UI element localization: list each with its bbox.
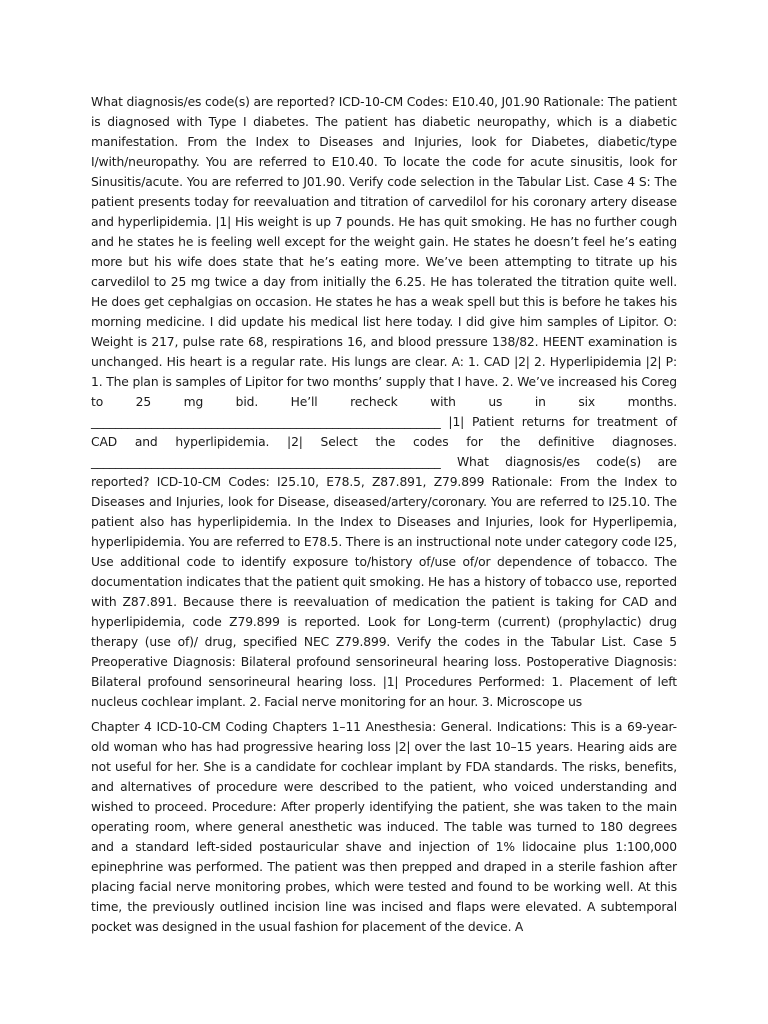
paragraph-case-4-and-5: What diagnosis/es code(s) are reported? ICD-10-CM Codes: E10.40, J01.90 Rationale: The patient is diagnosed with Type I diabetes. The patient has diabetic neuropathy, which is a diabetic manifestation. From the Index to Diseases and Injuries, look for Diabetes, diabetic/type I/with/neuropathy. You are referred to E10.40. To locate the code for acute sinusitis, look for Sinusitis/acute. You are referred to J01.90. Verify code selection in the Tabular List. Case 4 S: The patient presents today for reevaluation and titration of carvedilol for his coronary artery disease and hyperlipidemia. |1| His weight is up 7 pounds. He has quit smoking. He has no further cough and he states he is feeling well except for the weight gain. He states he doesn’t feel he’s eating more but his wife does state that he’s eating more. We’ve been attempting to titrate up his carvedilol to 25 mg twice a day from initially the 6.25. He has tolerated the titration quite well. He does get cephalgias on occasion. He states he has a weak spell but this is before he takes his morning medicine. I did update his medical list here today. I did give him samples of Lipitor. O: Weight is 217, pulse rate 68, respirations 16, and blood pressure 138/82. HEENT examination is unchanged. His heart is a regular rate. His lungs are clear. A: 1. CAD |2| 2. Hyperlipidemia |2| P: 1. The plan is samples of Lipitor for two months’ supply that I have. 2. We’ve increased his Coreg to 25 mg bid. He’ll recheck with us in six months. __________________________________________________________ |1| Patient returns for treatment of CAD and hyperlipidemia. |2| Select the codes for the definitive diagnoses. __________________________________________________________ What diagnosis/es code(s) are reported? ICD-10-CM Codes: I25.10, E78.5, Z87.891, Z79.899 Rationale: From the Index to Diseases and Injuries, look for Disease, diseased/artery/coronary. You are referred to I25.10. The patient also has hyperlipidemia. In the Index to Diseases and Injuries, look for Hyperlipemia, hyperlipidemia. You are referred to E78.5. There is an instructional note under category code I25, Use additional code to identify exposure to/history of/use of/or dependence of tobacco. The documentation indicates that the patient quit smoking. He has a history of tobacco use, reported with Z87.891. Because there is reevaluation of medication the patient is taking for CAD and hyperlipidemia, code Z79.899 is reported. Look for Long-term (current) (prophylactic) drug therapy (use of)/ drug, specified NEC Z79.899. Verify the codes in the Tabular List. Case 5 Preoperative Diagnosis: Bilateral profound sensorineural hearing loss. Postoperative Diagnosis: Bilateral profound sensorineural hearing loss. |1| Procedures Performed: 1. Placement of left nucleus cochlear implant. 2. Facial nerve monitoring for an hour. 3. Microscope us: [91, 95, 677, 709]
paragraph-chapter-4-anesthesia: Chapter 4 ICD-10-CM Coding Chapters 1–11 Anesthesia: General. Indications: This is a 69-year-old woman who has had progressive hearing loss |2| over the last 10–15 years. Hearing aids are not useful for her. She is a candidate for cochlear implant by FDA standards. The risks, benefits, and alternatives of procedure were described to the patient, who voiced understanding and wished to proceed. Procedure: After properly identifying the patient, she was taken to the main operating room, where general anesthetic was induced. The table was turned to 180 degrees and a standard left-sided postauricular shave and injection of 1% lidocaine plus 1:100,000 epinephrine was performed. The patient was then prepped and draped in a sterile fashion after placing facial nerve monitoring probes, which were tested and found to be working well. At this time, the previously outlined incision line was incised and flaps were elevated. A subtemporal pocket was designed in the usual fashion for placement of the device. A: [91, 720, 677, 934]
